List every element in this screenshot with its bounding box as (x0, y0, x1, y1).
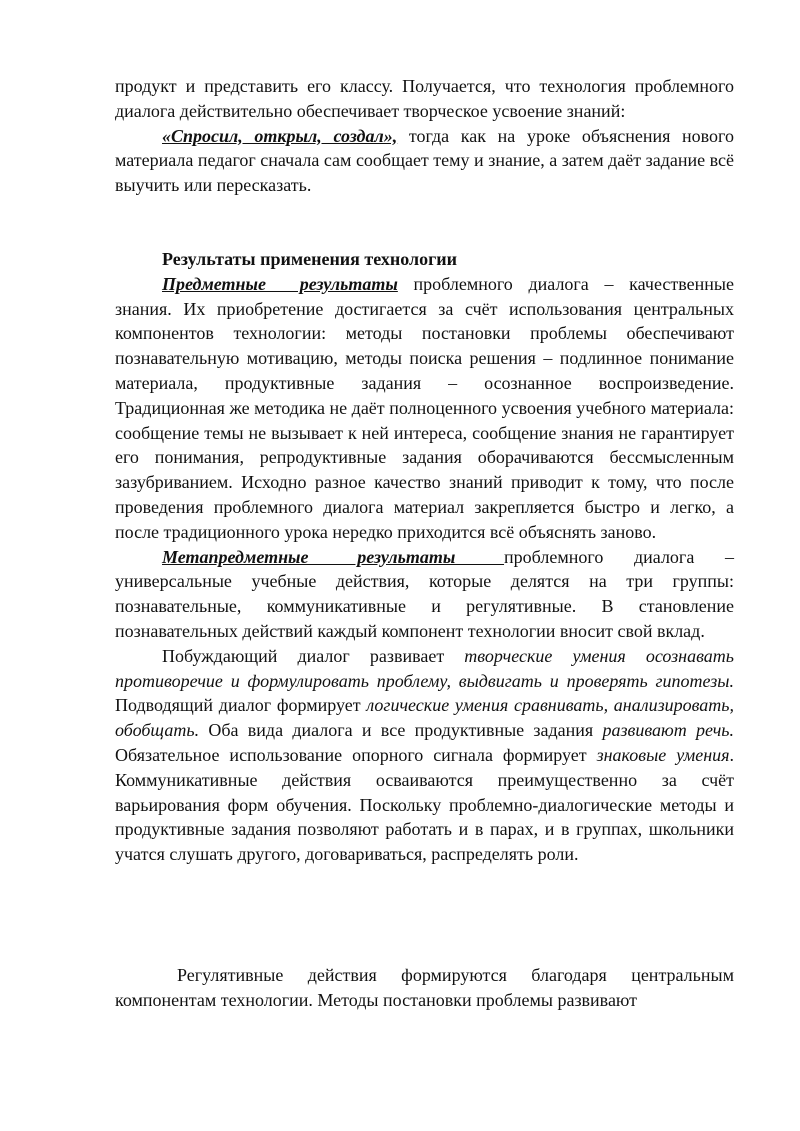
paragraph-text: Оба вида диалога и все продуктивные задания (199, 720, 603, 741)
emphasis-metasubject-results: Метапредметные результаты (162, 546, 505, 567)
document-page (115, 74, 734, 1013)
paragraph-intro-continuation: продукт и представить его классу. Получается, что технология проблемного диалога действительно обеспечивает творческое усвоение знаний: (115, 76, 734, 121)
paragraph-text: Обязательное использование опорного сигнала формирует (115, 744, 597, 765)
paragraph-text: проблемного диалога – универсальные учебные действия, которые делятся на три группы: познавательные, коммуникативные и регулятивные. В становление познавательных действий каждый компонент технологии вносит свой вклад. (115, 546, 734, 641)
emphasis-asked-opened-created: «Спросил, открыл, создал», (162, 125, 398, 146)
paragraph-regulative-actions: Регулятивные действия формируются благодаря центральным компонентам технологии. Методы постановки проблемы развивают (115, 964, 734, 1010)
italic-creative-skills: творческие умения осознавать противоречие и формулировать проблему, выдвигать и проверять гипотезы. (115, 645, 734, 691)
paragraph-text: Подводящий диалог формирует (115, 695, 367, 716)
emphasis-subject-results: Предметные результаты (162, 273, 398, 294)
spacer (115, 198, 734, 247)
paragraph-dialog-skills (115, 644, 734, 867)
italic-logical-skills: логические умения сравнивать, анализировать, обобщать. (115, 695, 734, 741)
paragraph-text: тогда как на уроке объяснения нового материала педагог сначала сам сообщает тему и знание, а затем даёт задание всё выучить или пересказать. (115, 125, 734, 196)
paragraph-asked-opened-created (115, 124, 734, 198)
section-heading: Результаты применения технологии (162, 248, 458, 269)
italic-develop-speech: развивают речь. (602, 720, 734, 741)
italic-sign-skills: знаковые умения (596, 744, 730, 765)
paragraph-text: проблемного диалога – качественные знания. Их приобретение достигается за счёт использования центральных компонентов технологии: методы постановки проблемы обеспечивают познавательную мотивацию, методы поиска решения – подлинное понимание материала, продуктивные задания – осознанное воспроизведение. Традиционная же методика не даёт полноценного усвоения учебного материала: сообщение темы не вызывает к ней интереса, сообщение знания не гарантирует его понимания, репродуктивные задания оборачиваются бессмысленным зазубриванием. Исходно разное качество знаний приводит к тому, что после проведения проблемного диалога материал закрепляется быстро и легко, а после традиционного урока нередко приходится всё объяснять заново. (115, 273, 735, 542)
paragraph-subject-results (115, 272, 734, 545)
paragraph-metasubject-results (115, 545, 734, 644)
paragraph-text: Побуждающий диалог развивает (162, 645, 465, 666)
paragraph-text: . Коммуникативные действия осваиваются преимущественно за счёт варьирования форм обучения. Поскольку проблемно-диалогические методы и продуктивные задания позволяют работать и в парах, и в группах, школьники учатся слушать другого, договариваться, распределять роли. (115, 744, 735, 865)
spacer (115, 867, 734, 963)
